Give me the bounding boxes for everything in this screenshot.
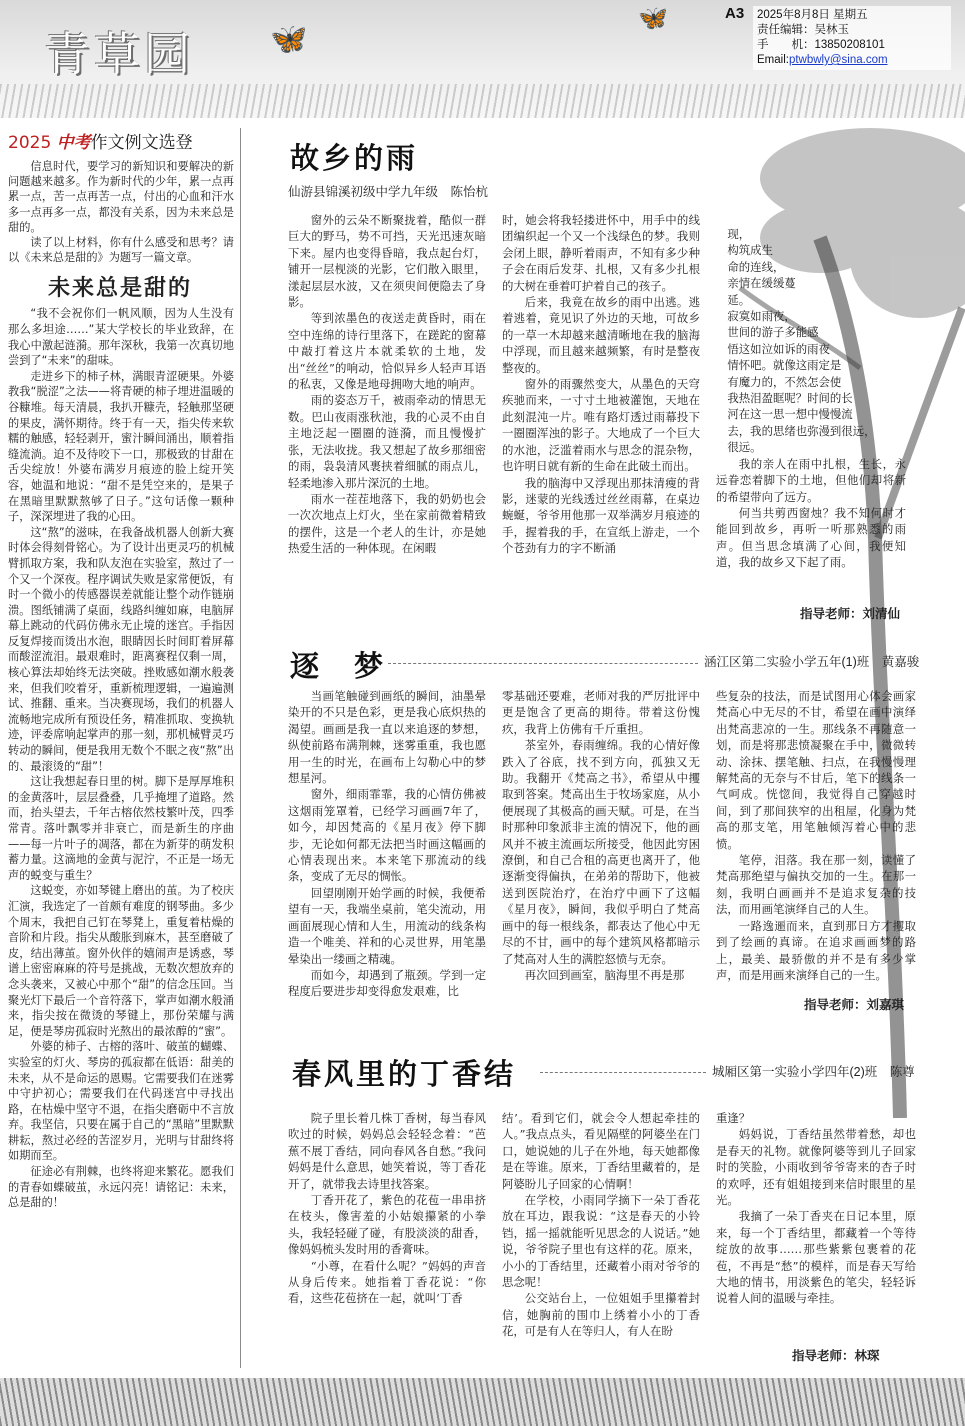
- essay3-paragraph: 一路逸逦而来，直到那日方才攫取到了绘画的真谛。在追求画画梦的路上，最美、最骄傲的并不是有多少掌声，而是用画来演绎自己的一生。: [716, 918, 916, 982]
- butterfly-icon: 🦋: [270, 22, 308, 57]
- essay4-column-3: [716, 1110, 916, 1350]
- essay3-paragraph: 而如今，却遇到了瓶颈。学到一定程度后要进步却变得愈发艰难，比: [288, 967, 486, 999]
- essay2-line: 构筑成生: [727, 243, 773, 258]
- essay3-title: 逐 梦: [290, 649, 387, 683]
- essay3-paragraph: 零基础还要难，老师对我的严厉批评中更是饱含了更高的期待。带着这份愧疚，我背上仿佛有千斤重担。: [502, 689, 700, 736]
- essay2-paragraph: 后来，我竟在故乡的雨中出逃。逃着逃着，竟见识了外边的天地，可故乡的一草一木却越来越清晰地在我的脑海中浮现，而且越来越频繁，有时是整夜整夜的。: [502, 295, 700, 375]
- essay4-author: 城厢区第一实验小学四年(2)班 陈尊: [712, 1065, 915, 1079]
- email-link[interactable]: ptwbwly@sina.com: [788, 54, 888, 66]
- masthead-title: 青草园: [44, 27, 194, 81]
- essay2-paragraph: 窗外的雨骤然变大，从墨色的天穹疾驰而来，一寸寸土地被灌饱，天地在此刻混沌一片。唯有路灯透过雨幕投下一圈圈浑浊的影子。大地成了一个巨大的水池，泛滥着雨水与思念的混杂物，也许明日就有新的生命在此破土而出。: [502, 377, 700, 474]
- prompt-paragraph: 读了以上材料，你有什么感受和思考？请以《未来总是甜的》为题写一篇文章。: [8, 236, 234, 265]
- essay4-title-rule: [540, 1072, 706, 1073]
- page-number: A3: [725, 5, 745, 22]
- essay2-paragraph: 时，她会将我轻搂进怀中，用手中的线团编织起一个又一个浅绿色的梦。我则会闭上眼，静听着雨声，不知有多少种子会在雨后发芽、扎根，又有多少扎根的大树在垂着叮护着自己的孩子。: [502, 213, 700, 293]
- essay4-paragraph: 妈妈说，丁香结虽然带着愁，却也是春天的礼物。就像阿婆等到儿子回家时的笑脸，小雨收到爷爷寄来的杏子时的欢呼，还有姐姐接到来信时眼里的星光。: [716, 1127, 916, 1208]
- essay3-paragraph: 笔停，泪落。我在那一刻，读懂了梵高那绝望与偏执交加的一生。在那一刻，我明白画画并不是追求复杂的技法，而用画笔演绎自己的人生。: [716, 853, 916, 917]
- essay3-paragraph: 再次回到画室，脑海里不再是那: [524, 967, 685, 982]
- left-column: [8, 128, 234, 1368]
- essay4-paragraph: “小尊，在看什么呢？”妈妈的声音从身后传来。她指着丁香花说：“你看，这些花苞挤在一起，就叫‘丁香: [288, 1258, 486, 1306]
- essay4-paragraph: 公交站台上，一位姐姐手里攥着封信，她胸前的围巾上绣着小小的丁香花，可是有人在等归人，有人在盼: [502, 1291, 700, 1339]
- essay3-column-3: [716, 688, 916, 998]
- essay3-paragraph: 当画笔触碰到画纸的瞬间，油墨晕染开的不只是色彩，更是我心底炽热的渴望。画画是我一直以来追逐的梦想，纵使前路布满荆棘，迷雾重重，我也愿用一生的时光，在画布上勾勒心中的梦想星河。: [288, 689, 486, 786]
- page-info: [725, 5, 951, 70]
- essay2-line: 情怀吧。就像这雨定是: [727, 358, 842, 373]
- series-title: [8, 128, 234, 153]
- essay4-paragraph: 我摘了一朵丁香夹在日记本里，原来，每一个丁香结里，都藏着一个等待绽放的故事……那些紫紫包裹着的花苞，不再是“愁”的模样，而是春天写给大地的情书，用淡紫色的笔尖，轻轻诉说着人间的温暖与牵挂。: [716, 1209, 916, 1306]
- butterfly-icon: 🦋: [638, 4, 668, 32]
- essay4-column-2: [502, 1110, 700, 1372]
- page-phone: 手 机：13850208101: [757, 39, 885, 51]
- essay3-paragraph: 茶室外，春雨缠绵。我的心情好像跌入了谷底，找不到方向，孤独又无助。我翻开《梵高之书》，希望从中攫取到答案。梵高出生于牧场家庭，从小便展现了其极高的画天赋。可是，在当时那种印象派非主流的情况下，他的画风并不被主流画坛所接受，他因此穷困潦倒，和自己合租的高更也离开了，他逐渐变得偏执，在弟弟的帮助下，他被送到医院治疗，在治疗中画下了这幅《星月夜》，瞬间，我似乎明白了梵高画中的每一根线条，都表达了他心中无尽的不甘，画中的每个建筑风格都暗示了梵高对人生的满腔怒愤与无奈。: [502, 738, 700, 966]
- essay2-line: 延。: [727, 292, 751, 307]
- essay2-author: 仙游县锦溪初级中学九年级 陈怡杭: [288, 185, 489, 199]
- essay2-column-1: [288, 212, 486, 617]
- series-year: 2025: [8, 133, 52, 153]
- essay4-teacher: 指导老师：林琛: [792, 1349, 880, 1363]
- essay1-paragraph: 走进乡下的柿子林，满眼青涩硬果。外婆教我“脱涩”之法——将青硬的柿子埋进温暖的谷糠堆。每天清晨，我扒开糠壳，轻触那坚硬的果皮，满怀期待。终于有一天，指尖传来软糯的触感，轻轻剥开，蜜汁瞬间涌出，顺着指缝流淌。迫不及待咬下一口，那极致的甘甜在舌尖绽放！外婆布满岁月痕迹的脸上绽开笑容，她温和地说：“甜不是凭空来的，是果子在黑暗里默默熬够了日子。”这句话像一颗种子，深深埋进了我的心田。: [8, 369, 234, 524]
- grass-border: [0, 1378, 965, 1426]
- essay2-line: 亲情在缓缓蔓: [727, 276, 796, 291]
- page-editor: 责任编辑：吴林玉: [757, 24, 849, 36]
- page-date: 2025年8月8日 星期五: [757, 9, 868, 21]
- series-rest: 作文例文选登: [90, 133, 193, 153]
- essay3-column-1: [288, 688, 486, 1018]
- essay2-paragraph: 我的脑海中又浮现出那抹清瘦的背影，迷蒙的光线透过丝丝雨幕，在桌边蜿蜒，爷爷用他那一双举满岁月痕迹的手，握着我的手，在宣纸上游走，一个个苍劲有力的字不断涌: [502, 475, 700, 556]
- essay4-paragraph: 结’。看到它们，就会令人想起牵挂的人。”我点点头，看见隔壁的阿婆坐在门口，她说她的儿子在外地，每天她都像是在等谁。原来，丁香结里藏着的，是阿婆盼儿子回家的心情啊！: [502, 1111, 700, 1191]
- essay2-line: 现，: [727, 227, 751, 241]
- prompt-paragraph: 信息时代，要学习的新知识和要解决的新问题越来越多。作为新时代的少年，累一点再累一点，苦一点再苦一点，付出的心血和汗水多一点再多一点，都没有关系，因为未来总是甜的。: [8, 160, 234, 234]
- essay2-line: 去，我的思绪也弥漫到很远，: [727, 423, 876, 438]
- essay2-line: 很远。: [727, 440, 762, 455]
- essay4-paragraph: 在学校，小雨同学摘下一朵丁香花放在耳边，跟我说：“这是春天的小铃铛，摇一摇就能听见思念的人说话。”她说，爷爷院子里也有这样的花。原来，小小的丁香结里，还藏着小雨对爷爷的思念呢！: [502, 1193, 700, 1290]
- series-zhongkao: 中考: [56, 133, 91, 153]
- essay3-author: 涵江区第二实验小学五年(1)班 黄嘉骏: [704, 655, 920, 669]
- essay3-paragraph: 窗外，细雨霏霏，我的心情仿佛被这烟雨笼罩着，已经学习画画7年了，如今，却因梵高的《星月夜》停下脚步，无论如何都无法把当时画这幅画的心情表现出来。本来笔下那流动的线条，变成了无尽的惆怅。: [288, 787, 486, 884]
- essay2-paragraph: 雨的姿态万千，被雨牵动的情思无数。巴山夜雨涨秋池，我的心灵不由自主地泛起一圈圈的涟漪，而且慢慢扩张，无法收拢。我又想起了故乡那细密的雨，袅袅清风裹挟着细腻的雨点儿，轻柔地渗入那片深沉的土地。: [288, 393, 486, 490]
- essay2-column-3: [716, 226, 906, 601]
- essay1-paragraph: 征途必有荆棘，也终将迎来繁花。愿我们的青春如蝶破茧，永远闪亮！请铭记：未来，总是甜的！: [8, 1165, 234, 1210]
- email-label: Email:: [757, 54, 789, 66]
- essay2-line: 有魔力的，不然怎会使: [727, 374, 842, 389]
- essay2-line: 悟这如泣如诉的雨夜: [727, 341, 830, 356]
- essay2-paragraph: 等到浓墨色的夜送走黄昏时，雨在空中连绵的诗行里落下，在蹉跎的窗幕中敲打着这片本就柔软的土地，发出“丝丝”的响动，恰似异乡人轻声耳语的私衷，又像是地母拥吻大地的响声。: [288, 311, 486, 392]
- essay2-paragraph: 我的亲人在雨中扎根，生长，永远眷恋着脚下的土地，但他们却将新的希望带向了远方。: [716, 456, 906, 504]
- essay1-paragraph: “我不会祝你们一帆风顺，因为人生没有那么多坦途……”某大学校长的毕业致辞，在我心中激起涟漪。那年深秋，我第一次真切地尝到了“未来”的甜味。: [8, 307, 234, 368]
- essay4-paragraph: 丁香开花了，紫色的花苞一串串挤在枝头，像害羞的小姑娘攥紧的小拳头，我轻轻碰了碰，有股淡淡的甜香，像妈妈梳头发时用的香膏味。: [288, 1193, 486, 1257]
- essay2-teacher: 指导老师：刘清仙: [800, 607, 901, 621]
- essay4-paragraph: 院子里长着几株丁香树，每当春风吹过的时候，妈妈总会轻轻念着：“芭蕉不展丁香结，同向春风各自愁。”我问妈妈是什么意思，她笑着说，等丁香花开了，就带我去诗里找答案。: [288, 1111, 486, 1191]
- essay2-line: 寂寞如雨夜，: [727, 309, 796, 324]
- essay3-column-2: [502, 688, 700, 1018]
- essay1-title: 未来总是甜的: [48, 276, 193, 302]
- essay2-paragraph: 窗外的云朵不断聚拢着，酷似一群巨大的野马，势不可挡，天光迅速灰暗下来。屋内也变得昏暗，我点起台灯，铺开一层枧淡的光影，它们散入眼里，漾起层层水波，又在须臾间便隐去了身影。: [288, 213, 486, 310]
- essay2-line: 我热泪盈眶呢？时间的长: [727, 391, 853, 406]
- essay1-paragraph: 这“熬”的滋味，在我备战机器人创新大赛时体会得刻骨铭心。为了设计出更灵巧的机械臂抓取方案，我和队友泡在实验室，熬过了一个又一个深夜。程序调试失败是家常便饭，有时一个微小的传感器误差就能让整个动作链崩溃。图纸铺满了桌面，线路纠缠如麻，电脑屏幕上跳动的代码仿佛永无止境的迷宫。手指因反复焊接而烫出水泡，眼睛因长时间盯着屏幕而酸涩流泪。最艰难时，距离赛程仅剩一周，核心算法却始终无法突破。挫败感如潮水般袭来，但我们咬着牙，重新梳理逻辑，一遍遍测试、推翻、重来。当决赛现场，我们的机器人流畅地完成所有预设任务，精准抓取、变换轨迹，评委席响起掌声的那一刻，那机械臂灵巧转动的瞬间，便是我用无数个不眠之夜“熬”出的、最滚烫的“甜”！: [8, 525, 234, 773]
- essay4-column-1: [288, 1110, 486, 1372]
- essay2-title: 故乡的雨: [290, 141, 419, 175]
- column-divider: [240, 128, 241, 1368]
- essay1-paragraph: 这蜕变，亦如琴键上磨出的茧。为了校庆汇演，我选定了一首颇有难度的钢琴曲。多少个周末，我把自己钉在琴凳上，重复着枯燥的音阶和片段。指尖从酸胀到麻木，甚至磨破了皮，结出薄茧。窗外伙伴的嬉闹声是诱惑，琴谱上密密麻麻的符号是挑战，无数次想放弃的念头袭来，又被心中那个“甜”的信念压回。当聚光灯下最后一个音符落下，掌声如潮水般涌来，指尖按在微烫的琴键上，那份荣耀与满足，便是琴房孤寂时光熬出的最浓醇的“蜜”。: [8, 884, 234, 1038]
- essay3-title-rule: [388, 663, 698, 664]
- essay2-line: 命的连线，: [727, 259, 785, 274]
- essay2-line: 世间的游子多能感: [727, 325, 819, 340]
- essay3-teacher: 指导老师：刘嘉琪: [804, 998, 905, 1012]
- essay3-paragraph: 些复杂的技法，而是试图用心体会画家梵高心中无尽的不甘，希望在画中演绎出梵高悲凉的一生。那线条不再随意一划，而是将那悲愤凝聚在手中，微微转动、涂抹、摆笔触、扫点，在我慢慢理解梵高的无奈与不甘后，笔下的线条一气呵成。恍惚间，我觉得自己穿越时间，到了那间狭窄的出租屋，化身为梵高的那支笔，用笔触倾泻着心中的悲愤。: [716, 689, 916, 851]
- header-grass-decoration: [0, 84, 965, 118]
- essay2-paragraph: 何当共剪西窗烛？我不知何时才能回到故乡，再听一听那熟悉的雨声。但当思念填满了心间，我便知道，我的故乡又下起了雨。: [716, 505, 906, 570]
- essay1-paragraph: 这让我想起春日里的树。脚下是厚厚堆积的金黄落叶，层层叠叠，几乎掩埋了道路。然而，抬头望去，千年古榕依然枝繁叶茂，四季常青。落叶飘零并非衰亡，而是新生的序曲——每一片叶子的凋落，都在为新芽的萌发积蓄力量。这滴地的金黄与泥泞，不正是一场无声的蜕变与重生？: [8, 775, 234, 882]
- essay2-column-2: [502, 212, 700, 617]
- essay2-paragraph: 雨水一茬茬地落下，我的奶奶也会一次次地点上灯火，坐在家前微着精致的摆件，这是一个老人的生计，亦是她热爱生活的一种体现。在闲暇: [288, 491, 486, 556]
- essay1-paragraph: 外婆的柿子、古榕的落叶、破茧的蝴蝶、实验室的灯火、琴房的孤寂都在低语：甜美的未来，从不是命运的恩赐。它需要我们在迷雾中守护初心；需要我们在代码迷宫中寻找出路，在枯燥中坚守不退，在指尖磨砺中不言放弃。我坚信，只要在属于自己的“黑暗”里默默耕耘，熬过必经的苦涩岁月，光明与甘甜终将如期而至。: [8, 1040, 234, 1163]
- essay4-title: 春风里的丁香结: [292, 1057, 517, 1091]
- essay4-paragraph: 重逢？: [716, 1111, 751, 1125]
- essay3-paragraph: 回望刚刚开始学画的时候，我便希望有一天，我端坐桌前，笔尖流动，用画面展现心情和人生，用流动的线条构造一个唯美、祥和的心灵世界，用笔墨晕染出一缕画之精魂。: [288, 885, 486, 966]
- essay2-line: 河在这一思一想中慢慢流: [727, 407, 853, 422]
